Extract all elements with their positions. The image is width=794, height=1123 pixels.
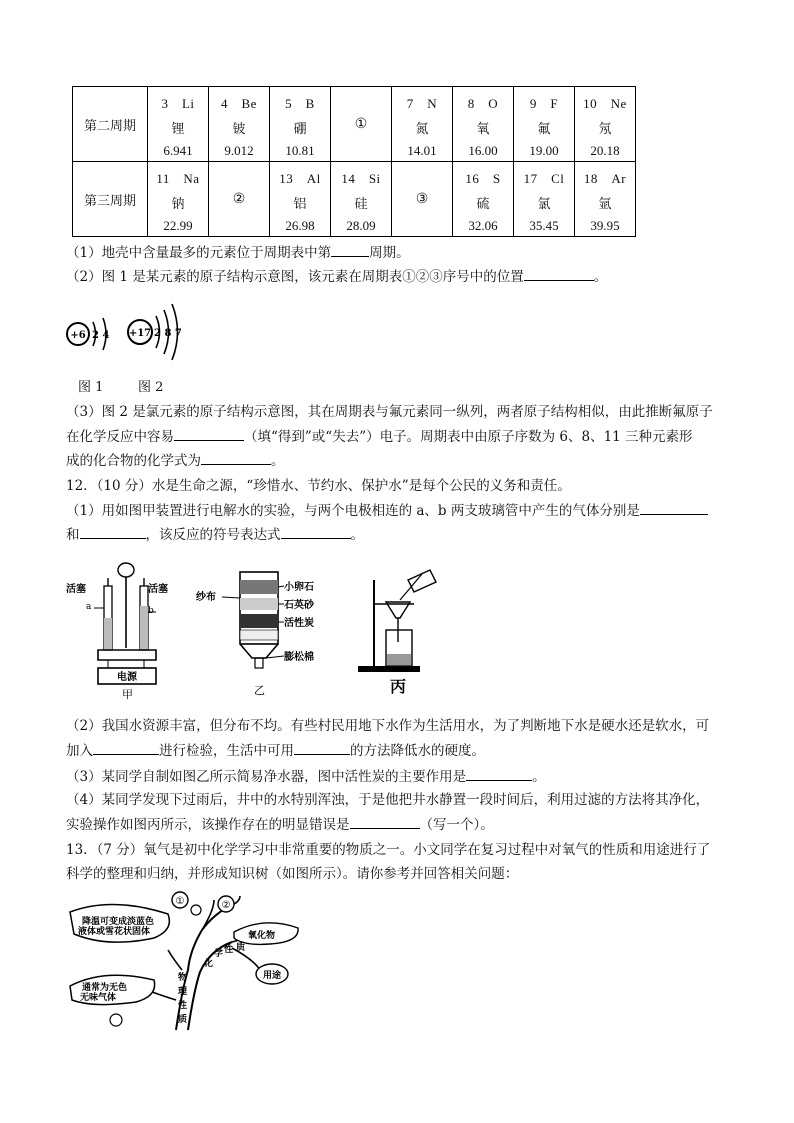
position-marker: ①	[354, 116, 368, 132]
element-cell	[453, 162, 514, 237]
element-number-symbol: 4 Be	[221, 96, 257, 111]
fig1-electrons: 2 4	[92, 330, 110, 341]
atomic-mass: 20.18	[590, 143, 620, 158]
tree-chem-char3: 性	[224, 945, 234, 955]
q12-part3: （3）某同学自制如图乙所示简易净水器，图中活性炭的主要作用是 。	[66, 766, 546, 787]
element-name: 硼	[293, 121, 307, 136]
figure-jia-caption: 甲	[122, 688, 133, 701]
q12-part4-line2: 实验操作如图丙所示，该操作存在的明显错误是 （写一个）。	[66, 814, 494, 835]
cotton-label: 膨松棉	[284, 652, 314, 663]
element-number-symbol: 18 Ar	[583, 171, 627, 186]
atom-structure-figures	[62, 292, 192, 368]
gauze-label: 纱布	[196, 592, 216, 603]
element-number-symbol: 17 Cl	[523, 171, 565, 186]
period-label: 第三周期	[73, 162, 148, 237]
activated-carbon-label: 活性炭	[284, 618, 314, 629]
atomic-mass: 9.012	[224, 143, 254, 158]
atomic-mass: 22.99	[163, 218, 193, 233]
q11-part1: （1）地壳中含量最多的元素位于周期表中第 周期。	[66, 242, 410, 263]
tree-chem-char4: 质	[236, 943, 246, 953]
element-cell	[270, 162, 331, 237]
atomic-mass: 26.98	[285, 218, 315, 233]
element-cell	[575, 87, 636, 162]
element-number-symbol: 3 Li	[161, 96, 195, 111]
atomic-mass: 35.45	[529, 218, 559, 233]
tree-phys-char2: 理	[178, 987, 188, 997]
element-name: 锂	[171, 121, 185, 136]
element-cell	[270, 87, 331, 162]
tree-circle-1: ①	[175, 896, 185, 907]
q12-title: 12．（10 分）水是生命之源，“珍惜水、节约水、保护水”是每个公民的义务和责任。	[66, 478, 571, 494]
water-purifier-figure	[196, 562, 324, 702]
q11-part3-line1: （3）图 2 是氯元素的原子结构示意图，其在周期表与氟元素同一纵列，两者原子结构相似，由此推断氟原子	[66, 404, 713, 420]
power-supply-label: 电源	[117, 672, 137, 683]
element-cell	[453, 87, 514, 162]
period-label: 第二周期	[73, 87, 148, 162]
element-name: 钠	[171, 196, 185, 211]
electrolysis-apparatus-figure	[64, 556, 176, 702]
position-marker: ③	[415, 191, 429, 207]
q12-part4-line1: （4）某同学发现下过雨后，井中的水特别浑浊，于是他把井水静置一段时间后，利用过滤的方法将其净化，	[66, 792, 710, 808]
atomic-mass: 6.941	[163, 143, 193, 158]
atomic-mass: 39.95	[590, 218, 620, 233]
element-cell	[209, 87, 270, 162]
q11-part3-line2: 在化学反应中容易 （填“得到”或“失去”）电子。周期表中由原子序数为 6、8、11 三种元素形	[66, 426, 693, 447]
tree-use-label: 用途	[262, 971, 282, 981]
tree-chem-char1: 化	[204, 959, 214, 969]
element-number-symbol: 14 Si	[341, 171, 381, 186]
periodic-table-excerpt	[72, 86, 636, 237]
tree-circle-2: ②	[221, 900, 231, 911]
quartz-sand-label: 石英砂	[284, 600, 314, 611]
element-name: 铍	[232, 121, 246, 136]
oxygen-knowledge-tree-figure	[64, 890, 308, 1032]
q12-part2-line2: 加入 进行检验，生活中可用 的方法降低水的硬度。	[66, 740, 485, 761]
atomic-mass: 14.01	[407, 143, 437, 158]
blank-position-cell	[331, 87, 392, 162]
element-name: 硫	[476, 196, 490, 211]
element-cell	[514, 87, 575, 162]
element-name: 氩	[598, 196, 612, 211]
atomic-mass: 10.81	[285, 143, 315, 158]
q11-part3-line3: 成的化合物的化学式为 。	[66, 450, 285, 471]
element-cell	[392, 87, 453, 162]
valve-left-label: 活塞	[66, 584, 86, 595]
tree-chem-char2: 学	[214, 949, 224, 959]
blank-position-cell	[392, 162, 453, 237]
element-number-symbol: 7 N	[406, 96, 438, 111]
q12-part2-line1: （2）我国水资源丰富，但分布不均。有些村民用地下水作为生活用水，为了判断地下水是硬水还是软水，可	[66, 718, 710, 734]
element-name: 氧	[476, 121, 490, 136]
fig1-nucleus: +6	[70, 330, 86, 341]
tree-phys-char3: 性	[178, 1001, 188, 1011]
element-number-symbol: 13 Al	[279, 171, 321, 186]
leaf-top-left-line2: 液体或雪花状固体	[78, 927, 151, 937]
fig2-electrons: 2 8 7	[154, 328, 182, 339]
q13-title-line2: 科学的整理和归纳，并形成知识树（如图所示）。请你参考并回答相关问题：	[66, 866, 519, 882]
atomic-mass: 16.00	[468, 143, 498, 158]
q12-part1-line1: （1）用如图甲装置进行电解水的实验，与两个电极相连的 a、b 两支玻璃管中产生的气体分别是	[66, 500, 708, 521]
tube-a-label: a	[86, 602, 92, 612]
leaf-top-left-line1: 降温可变成淡蓝色	[82, 917, 155, 927]
element-name: 氖	[598, 121, 612, 136]
element-number-symbol: 11 Na	[156, 171, 200, 186]
tree-phys-char4: 质	[178, 1015, 188, 1025]
leaf-bottom-left-line1: 通常为无色	[82, 983, 128, 993]
element-number-symbol: 10 Ne	[583, 96, 627, 111]
q13-title-line1: 13．（7 分）氧气是初中化学学习中非常重要的物质之一。小文同学在复习过程中对氧气的性质和用途进行了	[66, 842, 711, 858]
pebble-label: 小卵石	[284, 582, 314, 593]
table-row	[73, 162, 636, 237]
figure-yi-caption: 乙	[254, 684, 265, 697]
position-marker: ②	[232, 191, 246, 207]
q12-part1-line2: 和 ，该反应的符号表达式 。	[66, 524, 364, 545]
atomic-mass: 19.00	[529, 143, 559, 158]
element-name: 硅	[354, 196, 368, 211]
element-cell	[575, 162, 636, 237]
element-name: 氮	[415, 121, 429, 136]
q11-part2: （2）图 1 是某元素的原子结构示意图，该元素在周期表①②③序号中的位置 。	[66, 266, 607, 287]
tree-oxide-label: 氧化物	[248, 931, 276, 941]
element-number-symbol: 9 F	[529, 96, 559, 111]
element-name: 氟	[537, 121, 551, 136]
atomic-mass: 32.06	[468, 218, 498, 233]
fig2-nucleus: +17	[128, 328, 152, 339]
element-cell	[514, 162, 575, 237]
element-cell	[148, 162, 209, 237]
blank-position-cell	[209, 162, 270, 237]
atomic-mass: 28.09	[346, 218, 376, 233]
element-number-symbol: 5 B	[285, 96, 315, 111]
table-row	[73, 87, 636, 162]
fig1-caption: 图 1	[78, 380, 104, 395]
element-name: 铝	[293, 196, 307, 211]
element-number-symbol: 16 S	[465, 171, 501, 186]
element-cell	[331, 162, 392, 237]
figure-bing-caption: 丙	[390, 677, 407, 696]
element-number-symbol: 8 O	[467, 96, 499, 111]
element-name: 氯	[537, 196, 551, 211]
fig2-caption: 图 2	[138, 380, 164, 395]
tree-phys-char1: 物	[178, 973, 188, 983]
leaf-bottom-left-line2: 无味气体	[80, 993, 117, 1003]
tube-b-label: b	[148, 606, 154, 616]
filtration-setup-figure	[350, 560, 450, 698]
valve-right-label: 活塞	[148, 584, 168, 595]
element-cell	[148, 87, 209, 162]
